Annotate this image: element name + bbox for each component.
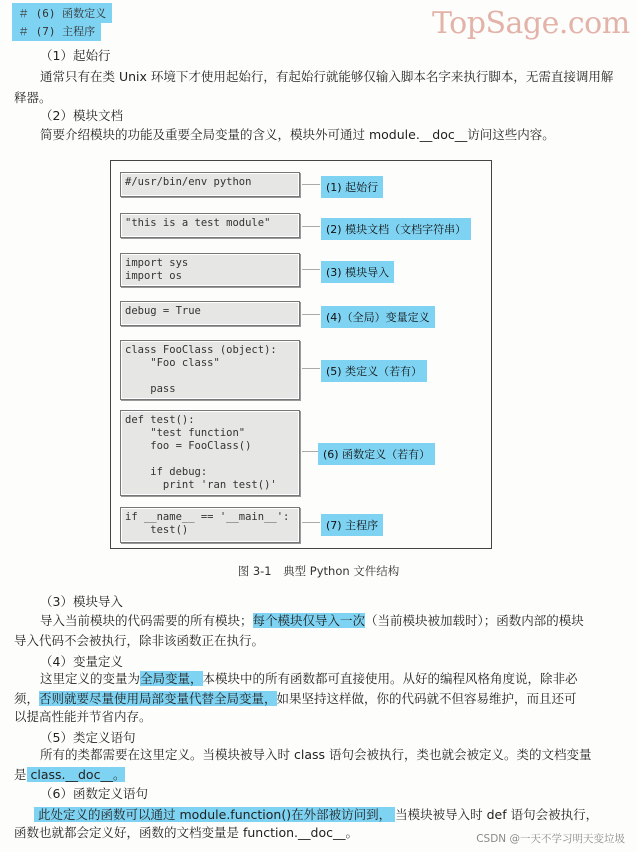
header-item-6: ＃ (6) 函数定义	[12, 3, 112, 23]
section-1-text: 通常只有在类 Unix 环境下才使用起始行，有起始行就能够仅输入脚本名字来执行脚本，无需直接调用解释器。	[14, 69, 614, 105]
section-3-line-2: 导入代码不会被执行，除非该函数正在执行。	[14, 633, 265, 648]
section-3-line-1: 导入当前模块的代码需要的所有模块；每个模块仅导入一次（当前模块被加载时）；函数内部的模块	[40, 613, 584, 628]
code-block-globals: debug = True	[120, 301, 300, 326]
figure-label-4: (4)（全局）变量定义	[321, 306, 435, 328]
section-4-line-3: 以提高性能并节省内存。	[14, 709, 152, 724]
section-3-title: （3）模块导入	[40, 594, 123, 609]
figure-label-7: (7) 主程序	[321, 514, 383, 536]
section-2-text: 简要介绍模块的功能及重要全局变量的含义，模块外可通过 module.__doc__访问这些内容。	[40, 127, 555, 142]
figure-caption: 图 3-1 典型 Python 文件结构	[237, 564, 400, 578]
figure-label-3: (3) 模块导入	[321, 261, 394, 283]
highlight-import-once: 每个模块仅导入一次	[252, 613, 366, 628]
section-5-title: （5）类定义语句	[40, 730, 136, 745]
header-item-7: ＃ (7) 主程序	[12, 21, 101, 41]
figure-label-5: (5) 类定义（若有）	[321, 360, 427, 382]
section-2-title: （2）模块文档	[40, 108, 123, 123]
section-4-title: （4）变量定义	[40, 654, 123, 669]
code-block-function: def test(): "test function" foo = FooClass() if debug: print 'ran test()'	[120, 410, 300, 496]
highlight-module-function: 此处定义的函数可以通过 module.function()在外部被访问到，	[34, 807, 395, 822]
figure-label-2: (2) 模块文档（文档字符串）	[321, 218, 471, 240]
code-block-imports: import sys import os	[120, 253, 300, 287]
highlight-global-var: 全局变量，	[140, 671, 203, 686]
figure-label-6: (6) 函数定义（若有）	[318, 443, 435, 465]
figure-label-1: (1) 起始行	[321, 176, 383, 198]
section-6-title: （6）函数定义语句	[40, 786, 148, 801]
section-1-title: （1）起始行	[40, 48, 111, 63]
section-6-line-2: 函数也就都会定义好，函数的文档变量是 function.__doc__。	[14, 825, 358, 840]
section-5-line-2: 是 class.__doc__。	[14, 767, 126, 782]
code-block-docstring: "this is a test module"	[120, 213, 300, 238]
code-block-class: class FooClass (object): "Foo class" pass	[120, 340, 300, 400]
code-block-shebang: #/usr/bin/env python	[120, 172, 300, 197]
watermark-logo: TopSage.com	[432, 6, 630, 41]
highlight-class-doc: class.__doc__。	[26, 767, 126, 782]
footer-watermark: CSDN @一天不学习明天变垃圾	[476, 833, 625, 845]
highlight-local-var: 否则就要尽量使用局部变量代替全局变量，	[39, 691, 277, 706]
code-block-main: if __name__ == '__main__': test()	[120, 507, 300, 543]
section-4-line-2: 须，否则就要尽量使用局部变量代替全局变量，如果坚持这样做，你的代码就不但容易维护，而且还可	[14, 691, 577, 706]
section-5-line-1: 所有的类都需要在这里定义。当模块被导入时 class 语句会被执行，类也就会被定义。类的文档变量	[40, 747, 592, 762]
section-4-line-1: 这里定义的变量为全局变量，本模块中的所有函数都可直接使用。从好的编程风格角度说，除非必	[40, 671, 578, 686]
section-6-line-1: 此处定义的函数可以通过 module.function()在外部被访问到， 当模块被导入时 def 语句会被执行，	[34, 804, 598, 825]
